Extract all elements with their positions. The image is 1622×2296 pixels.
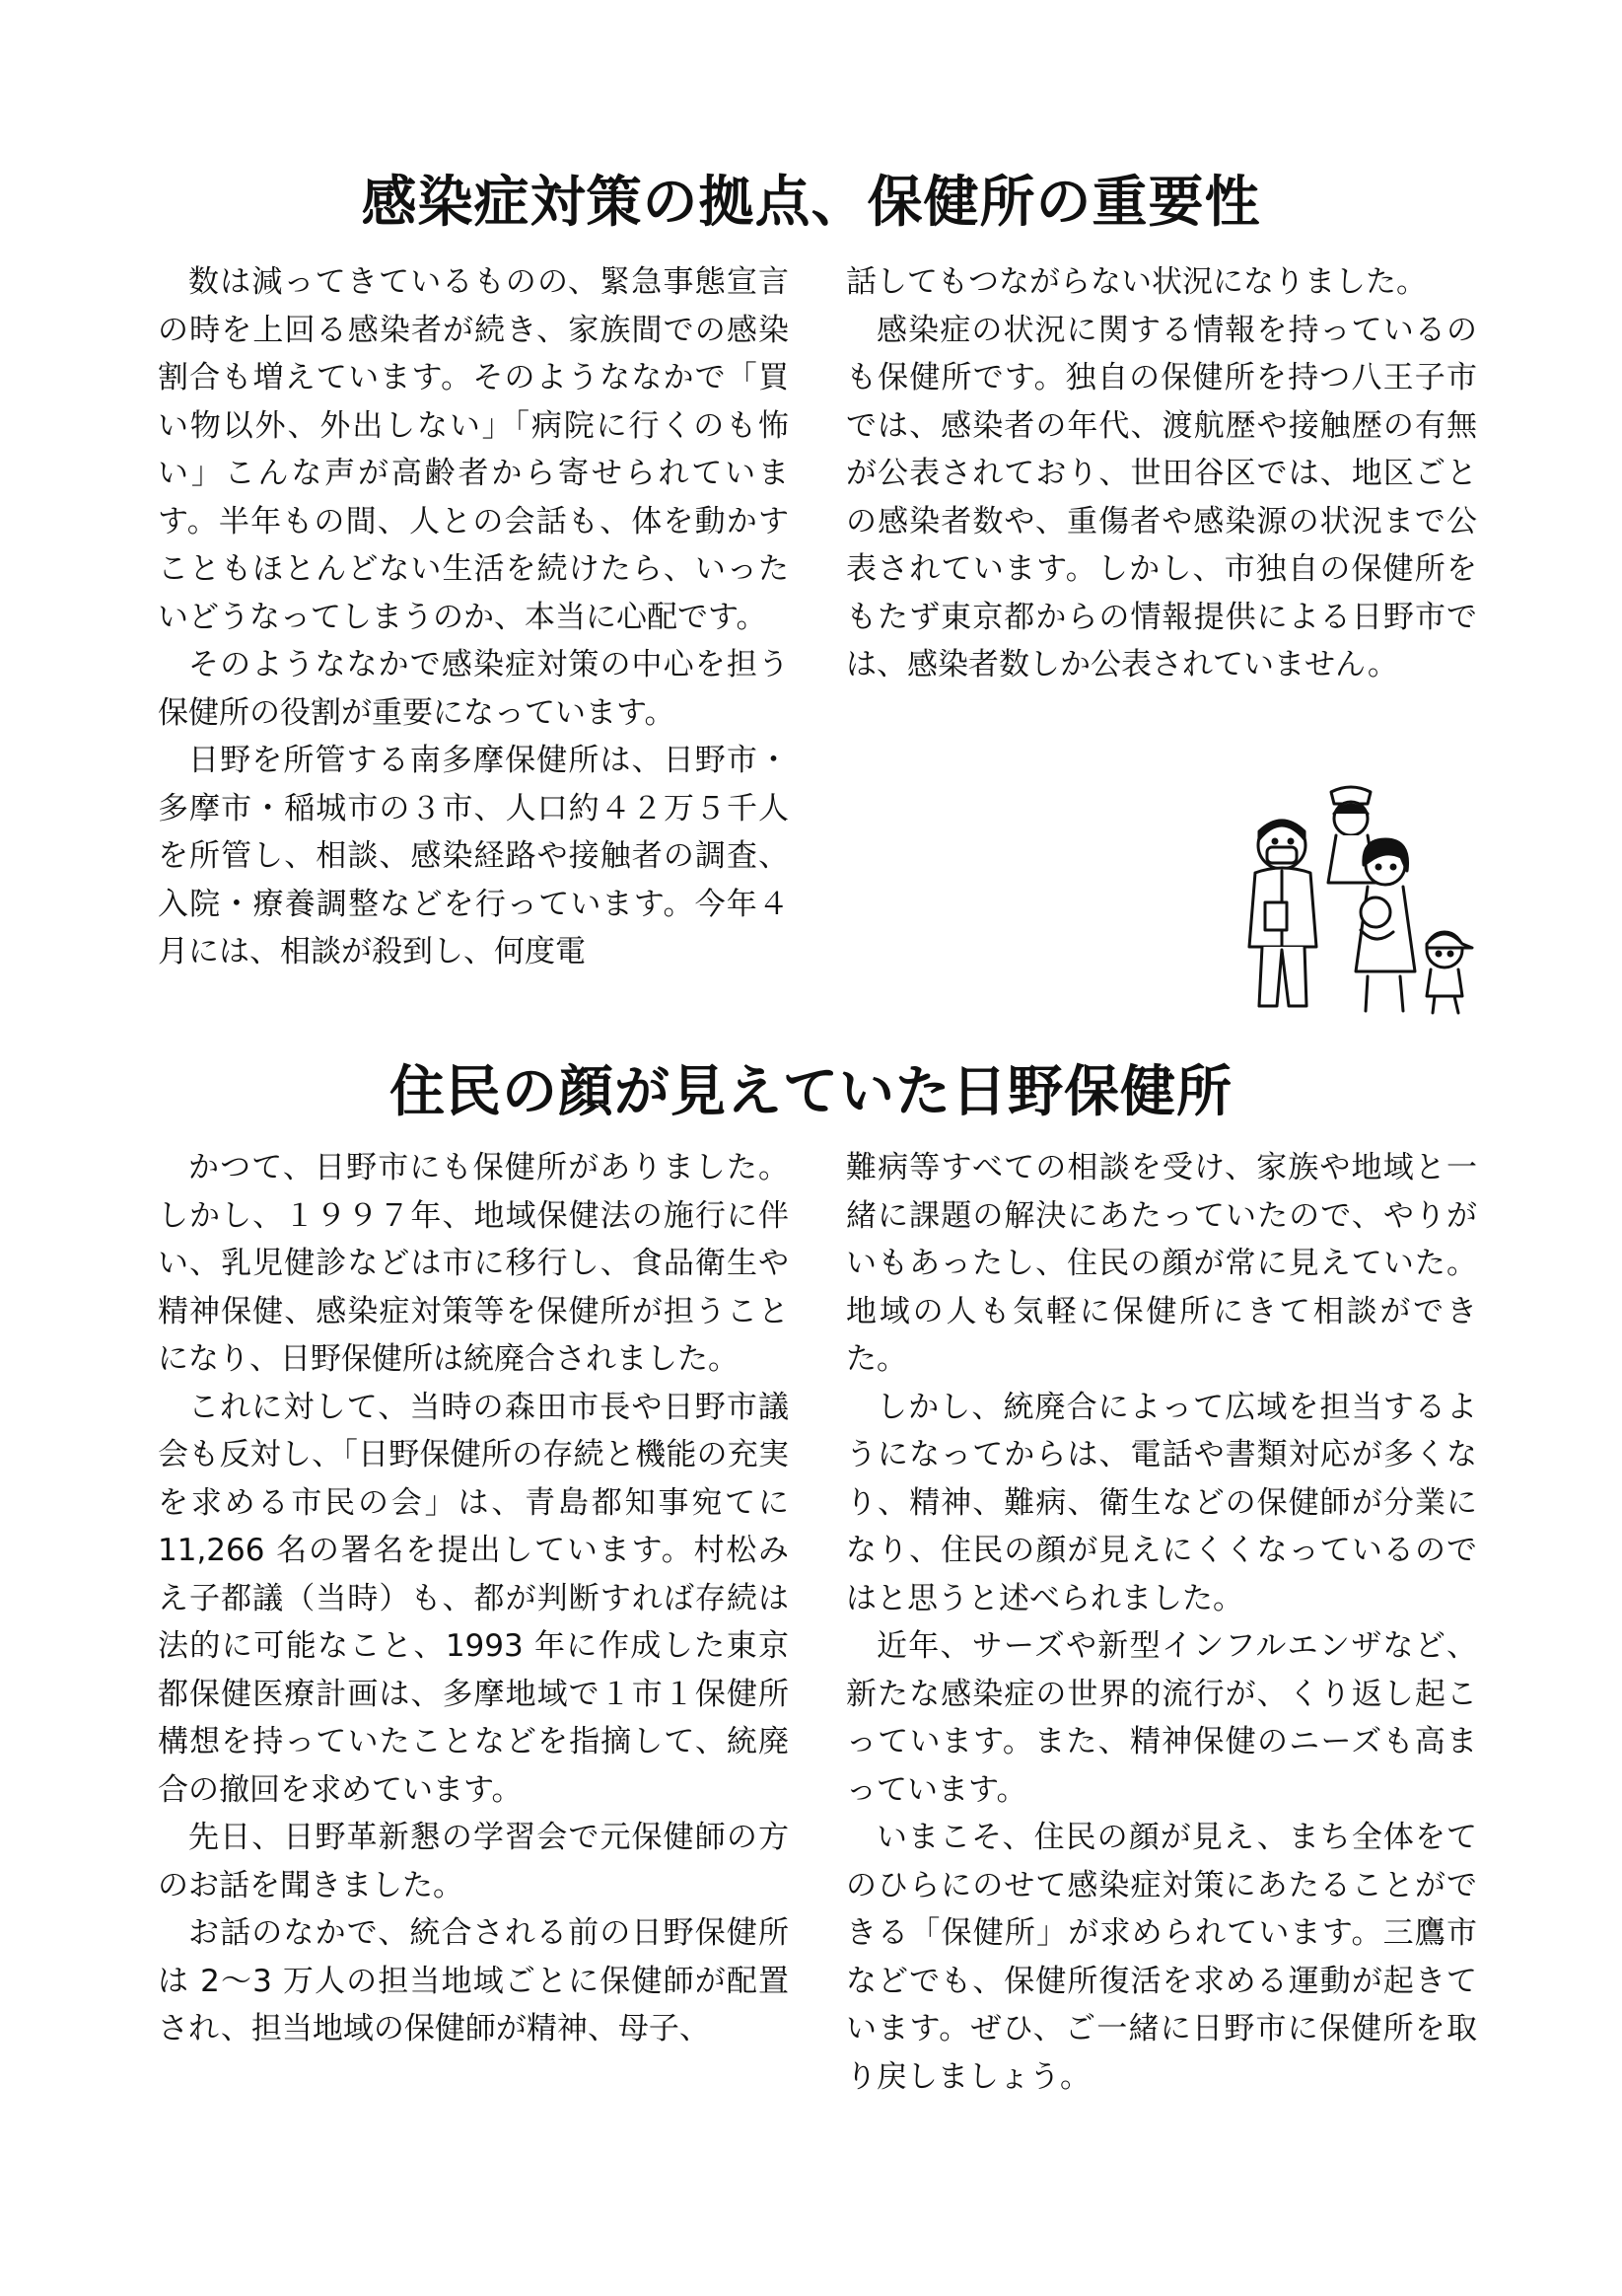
paragraph: しかし、統廃合によって広域を担当するようになってからは、電話や書類対応が多くなり、精神、難病、衛生などの保健師が分業になり、住民の顔が見えにくくなっているのではと思うと述べられました。 — [846, 1389, 1477, 1616]
paragraph: そのようななかで感染症対策の中心を担う保健所の役割が重要になっています。 — [158, 647, 789, 731]
section2-left-column — [158, 1144, 789, 2053]
paragraph: いまこそ、住民の顔が見え、まち全体をてのひらにのせて感染症対策にあたることができる「保健所」が求められています。三鷹市などでも、保健所復活を求める運動が起きています。ぜひ、ご一緒に日野市に保健所を取り戻しましょう。 — [846, 1820, 1477, 2095]
paragraph: 難病等すべての相談を受け、家族や地域と一緒に課題の解決にあたっていたので、やりがいもあったし、住民の顔が常に見えていた。地域の人も気軽に保健所にきて相談ができた。 — [846, 1150, 1477, 1377]
paragraph: かつて、日野市にも保健所がありました。しかし、１９９７年、地域保健法の施行に伴い、乳児健診などは市に移行し、食品衛生や精神保健、感染症対策等を保健所が担うことになり、日野保健所は統廃合されました。 — [158, 1150, 789, 1377]
paragraph: 日野を所管する南多摩保健所は、日野市・多摩市・稲城市の３市、人口約４２万５千人を所管し、相談、感染経路や接触者の調査、入院・療養調整などを行っています。今年４月には、相談が殺到し、何度電 — [158, 743, 789, 969]
section1-left-column — [158, 258, 789, 976]
section2-title: 住民の顔が見えていた日野保健所 — [389, 1060, 1233, 1124]
paragraph: 話してもつながらない状況になりました。 — [846, 264, 1427, 300]
section1-title: 感染症対策の拠点、保健所の重要性 — [361, 171, 1261, 235]
section1-right-column — [846, 258, 1477, 689]
paragraph: 感染症の状況に関する情報を持っているのも保健所です。独自の保健所を持つ八王子市では、感染者の年代、渡航歴や接触歴の有無が公表されており、世田谷区では、地区ごとの感染者数や、重傷者や感染源の状況まで公表されています。しかし、市独自の保健所をもたず東京都からの情報提供による日野市では、感染者数しか公表されていません。 — [846, 312, 1477, 682]
section2-right-column — [846, 1144, 1477, 2101]
paragraph: お話のなかで、統合される前の日野保健所は 2～3 万人の担当地域ごとに保健師が配置され、担当地域の保健師が精神、母子、 — [158, 1915, 789, 2046]
paragraph: 近年、サーズや新型インフルエンザなど、新たな感染症の世界的流行が、くり返し起こっています。また、精神保健のニーズも高まっています。 — [846, 1628, 1477, 1808]
paragraph: 先日、日野革新懇の学習会で元保健師の方のお話を聞きました。 — [158, 1820, 789, 1903]
paragraph: これに対して、当時の森田市長や日野市議会も反対し、「日野保健所の存続と機能の充実を求める市民の会」は、青島都知事宛てに 11,266 名の署名を提出しています。村松みえ子都議（当時）も、都が判断すれば存続は法的に可能なこと、1993 年に作成した東京都保健医療計画は、多摩地域で１市１保健所構想を持っていたことなどを指摘して、統廃合の撤回を求めています。 — [158, 1389, 789, 1808]
paragraph: 数は減ってきているものの、緊急事態宣言の時を上回る感染者が続き、家族間での感染割合も増えています。そのようななかで「買い物以外、外出しない」「病院に行くのも怖い」こんな声が高齢者から寄せられています。半年もの間、人との会話も、体を動かすこともほとんどない生活を続けたら、いったいどうなってしまうのか、本当に心配です。 — [158, 264, 789, 635]
family-health-staff-illustration-icon — [1237, 774, 1484, 1021]
